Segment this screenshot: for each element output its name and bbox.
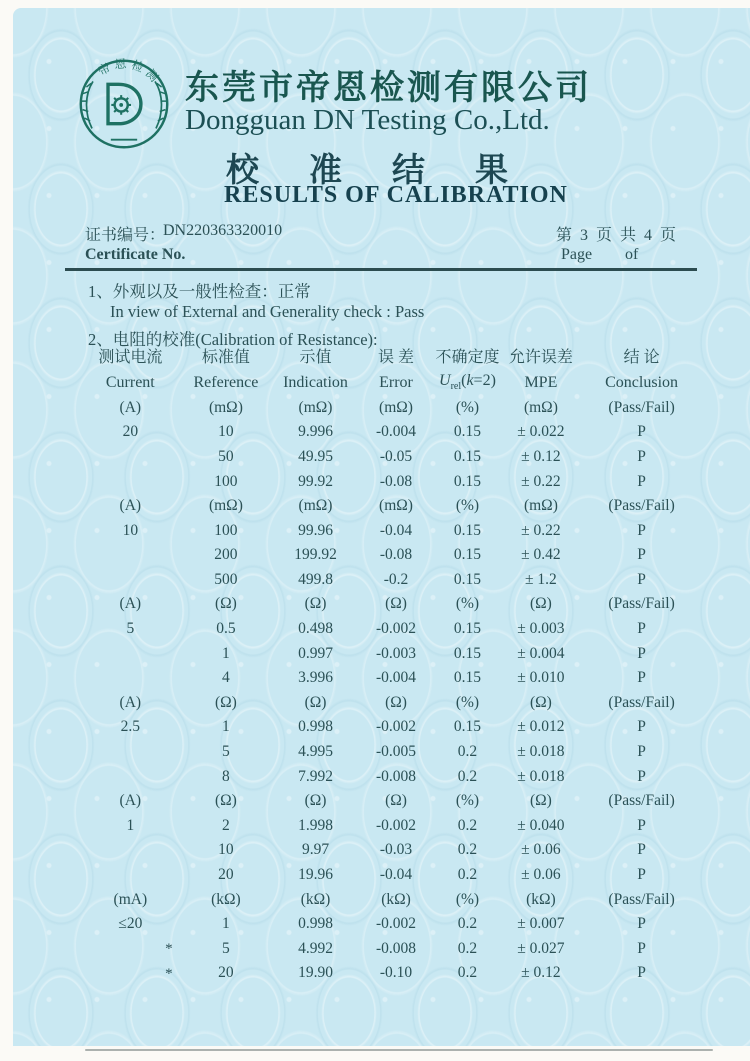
- cell-mpe: ± 0.22: [521, 472, 561, 490]
- table-units-row-1: [80, 395, 704, 420]
- cell-mpe: ± 0.040: [517, 816, 565, 834]
- page-indicator-cn: 第 3 页 共 4 页: [556, 227, 679, 244]
- company-seal-logo: [77, 57, 171, 151]
- scan-shadow-edge: [85, 1049, 713, 1051]
- company-name-en: Dongguan DN Testing Co.,Ltd.: [185, 104, 550, 136]
- unit-mpe: (Ω): [529, 595, 552, 613]
- cell-reference: 20: [218, 964, 234, 982]
- table-header-row-cn: [80, 346, 704, 371]
- seal-arc-text: 帝恩检测: [96, 57, 164, 88]
- unit-indication: (mΩ): [298, 398, 333, 416]
- header-cn-reference: 标准值: [201, 349, 250, 367]
- unit-current: (A): [119, 595, 142, 613]
- unit-mpe: (mΩ): [523, 497, 558, 515]
- cell-current: [80, 715, 181, 740]
- cell-error: -0.008: [375, 939, 417, 957]
- table-data-row-2-2: [80, 543, 704, 568]
- table-units-row-6: [80, 887, 704, 912]
- header-en-uncertainty: [432, 371, 502, 396]
- header-en-error: Error: [379, 373, 413, 391]
- header-en-conclusion: Conclusion: [605, 373, 679, 391]
- cell-current: [80, 567, 181, 592]
- unit-error: (mΩ): [379, 497, 413, 515]
- cell-indication: 199.92: [294, 546, 337, 564]
- cell-uncertainty: 0.15: [453, 447, 482, 465]
- current-value: 2.5: [120, 718, 140, 736]
- unit-reference: (kΩ): [211, 890, 241, 908]
- header-cn-current: 测试电流: [98, 349, 163, 367]
- table-data-row-1-3: [80, 469, 704, 494]
- unit-indication: (Ω): [304, 792, 327, 810]
- cell-mpe: ± 0.12: [521, 964, 561, 982]
- cell-current: [80, 543, 181, 568]
- cell-reference: 0.5: [216, 620, 236, 638]
- unit-conclusion: (Pass/Fail): [608, 890, 675, 908]
- header-en-current: Current: [105, 373, 155, 391]
- cell-conclusion: P: [637, 866, 646, 884]
- table-data-row-5-2: [80, 838, 704, 863]
- cell-indication: 0.998: [298, 718, 333, 736]
- unit-indication: (mΩ): [298, 497, 333, 515]
- unit-reference: (Ω): [215, 693, 237, 711]
- table-data-row-2-3: [80, 567, 704, 592]
- cell-uncertainty: 0.2: [457, 866, 478, 884]
- cell-error: -0.05: [379, 447, 413, 465]
- cell-conclusion: P: [637, 620, 646, 638]
- cell-error: -0.002: [375, 620, 417, 638]
- cell-conclusion: P: [637, 841, 646, 859]
- cell-indication: 4.995: [298, 743, 333, 761]
- cell-current: [80, 617, 181, 642]
- cell-error: -0.004: [375, 669, 417, 687]
- cell-conclusion: P: [637, 718, 646, 736]
- unit-uncertainty: (%): [455, 497, 480, 515]
- cell-uncertainty: 0.2: [457, 743, 478, 761]
- unit-error: (Ω): [385, 792, 407, 810]
- unit-mpe: (mΩ): [523, 398, 558, 416]
- header-cn-uncertainty: 不确定度: [435, 349, 500, 367]
- table-data-row-4-2: [80, 740, 704, 765]
- unit-mpe: (Ω): [529, 792, 552, 810]
- cell-error: -0.002: [375, 816, 417, 834]
- cell-mpe: ± 0.12: [521, 447, 561, 465]
- cell-conclusion: P: [637, 767, 646, 785]
- unit-uncertainty: (%): [455, 595, 480, 613]
- current-value: 20: [122, 423, 139, 441]
- certificate-no-label-en: Certificate No.: [85, 246, 186, 263]
- unit-error: (mΩ): [379, 398, 413, 416]
- cell-error: -0.2: [383, 570, 409, 588]
- header-cn-error: 误 差: [378, 349, 415, 367]
- cell-current: [80, 469, 181, 494]
- cell-error: -0.005: [375, 743, 417, 761]
- cell-conclusion: P: [637, 447, 646, 465]
- cell-error: -0.002: [375, 915, 417, 933]
- cell-mpe: ± 0.42: [521, 546, 561, 564]
- unit-current: (mA): [113, 890, 148, 908]
- cell-indication: 7.992: [298, 767, 333, 785]
- cell-current: [80, 666, 181, 691]
- cell-indication: 0.997: [298, 644, 333, 662]
- current-value: 1: [126, 816, 135, 834]
- cell-mpe: ± 0.004: [517, 644, 565, 662]
- cell-reference: 200: [214, 546, 238, 564]
- cell-current: [80, 961, 181, 986]
- cell-indication: 1.998: [298, 816, 333, 834]
- unit-current: (A): [119, 693, 142, 711]
- cell-reference: 20: [218, 866, 234, 884]
- table-data-row-1-1: [80, 420, 704, 445]
- cell-mpe: ± 0.06: [521, 841, 561, 859]
- page-label-en: Page: [561, 246, 593, 263]
- cell-uncertainty: 0.15: [453, 620, 482, 638]
- cell-reference: 1: [222, 644, 230, 662]
- cell-reference: 2: [222, 816, 230, 834]
- cell-uncertainty: 0.15: [453, 472, 482, 490]
- table-data-row-3-1: [80, 617, 704, 642]
- cell-conclusion: P: [637, 669, 646, 687]
- table-units-row-2: [80, 494, 704, 519]
- cell-conclusion: P: [637, 939, 646, 957]
- header-cn-mpe: 允许误差: [508, 349, 573, 367]
- table-data-row-6-2: [80, 936, 704, 961]
- current-value: ≤20: [118, 915, 143, 933]
- cell-current: [80, 420, 181, 445]
- table-units-row-5: [80, 789, 704, 814]
- header-cn-conclusion: 结 论: [623, 349, 660, 367]
- unit-conclusion: (Pass/Fail): [608, 693, 675, 711]
- cell-uncertainty: 0.15: [453, 669, 482, 687]
- cell-indication: 19.90: [298, 964, 333, 982]
- unit-reference: (Ω): [215, 792, 237, 810]
- cell-error: -0.004: [375, 423, 417, 441]
- cell-indication: 3.996: [298, 669, 333, 687]
- cell-mpe: ± 1.2: [525, 570, 557, 588]
- cell-reference: 100: [214, 472, 238, 490]
- asterisk-marker: *: [165, 941, 173, 958]
- cell-uncertainty: 0.15: [453, 423, 482, 441]
- item-external-check-en: In view of External and Generality check : Pass: [110, 302, 425, 321]
- cell-reference: 1: [222, 718, 230, 736]
- header-en-reference: Reference: [193, 373, 259, 391]
- table-data-row-3-2: [80, 641, 704, 666]
- cell-uncertainty: 0.15: [453, 644, 482, 662]
- cell-mpe: ± 0.003: [517, 620, 565, 638]
- unit-indication: (Ω): [304, 693, 327, 711]
- header-cn-indication: 示值: [299, 349, 332, 367]
- cell-conclusion: P: [637, 423, 646, 441]
- cell-uncertainty: 0.2: [457, 939, 478, 957]
- unit-reference: (mΩ): [208, 497, 243, 515]
- unit-current: (A): [119, 497, 142, 515]
- cell-error: -0.10: [379, 964, 413, 982]
- header-en-mpe: MPE: [524, 373, 558, 391]
- calibration-table-body: [80, 346, 704, 985]
- table-data-row-4-1: [80, 715, 704, 740]
- asterisk-marker: *: [165, 965, 173, 982]
- cell-reference: 1: [222, 915, 230, 933]
- cell-conclusion: P: [637, 521, 646, 539]
- cell-uncertainty: 0.15: [453, 521, 482, 539]
- table-data-row-6-1: [80, 912, 704, 937]
- cell-current: [80, 912, 181, 937]
- cell-error: -0.08: [379, 472, 413, 490]
- unit-conclusion: (Pass/Fail): [608, 398, 675, 416]
- table-units-row-4: [80, 690, 704, 715]
- cell-reference: 50: [218, 447, 234, 465]
- cell-indication: 0.998: [298, 915, 333, 933]
- unit-reference: (Ω): [215, 595, 237, 613]
- cell-conclusion: P: [637, 644, 646, 662]
- cell-mpe: ± 0.022: [517, 423, 565, 441]
- cell-indication: 9.996: [298, 423, 333, 441]
- cell-uncertainty: 0.2: [457, 816, 478, 834]
- cell-error: -0.04: [379, 521, 413, 539]
- cell-current: [80, 444, 181, 469]
- unit-error: (kΩ): [381, 890, 411, 908]
- table-data-row-6-3: [80, 961, 704, 986]
- cell-uncertainty: 0.2: [457, 915, 478, 933]
- cell-reference: 500: [214, 570, 238, 588]
- table-data-row-5-3: [80, 862, 704, 887]
- cell-current: [80, 813, 181, 838]
- cell-uncertainty: 0.2: [457, 767, 478, 785]
- unit-error: (Ω): [385, 595, 407, 613]
- cell-conclusion: P: [637, 570, 646, 588]
- cell-mpe: ± 0.027: [517, 939, 565, 957]
- table-header-row-en: [80, 371, 704, 396]
- cell-error: -0.08: [379, 546, 413, 564]
- cell-indication: 99.92: [298, 472, 333, 490]
- header-divider-rule: [65, 268, 697, 271]
- cell-conclusion: P: [637, 546, 646, 564]
- cell-reference: 10: [218, 423, 234, 441]
- unit-mpe: (kΩ): [526, 890, 556, 908]
- item-external-check-cn: 1、外观以及一般性检查：正常: [88, 282, 311, 301]
- cell-reference: 100: [214, 521, 238, 539]
- unit-indication: (kΩ): [300, 890, 331, 908]
- unit-conclusion: (Pass/Fail): [608, 792, 675, 810]
- cell-uncertainty: 0.2: [457, 841, 478, 859]
- cell-error: -0.002: [375, 718, 417, 736]
- cell-mpe: ± 0.007: [517, 915, 565, 933]
- cell-error: -0.003: [375, 644, 417, 662]
- cell-current: [80, 862, 181, 887]
- cell-error: -0.03: [379, 841, 413, 859]
- cell-uncertainty: 0.15: [453, 546, 482, 564]
- certificate-number: DN220363320010: [163, 222, 283, 239]
- current-value: 5: [126, 620, 135, 638]
- cell-conclusion: P: [637, 743, 646, 761]
- table-units-row-3: [80, 592, 704, 617]
- unit-conclusion: (Pass/Fail): [608, 497, 675, 515]
- document-title-en: RESULTS OF CALIBRATION: [224, 182, 568, 208]
- cell-mpe: ± 0.010: [517, 669, 565, 687]
- unit-uncertainty: (%): [455, 792, 480, 810]
- cell-indication: 19.96: [298, 866, 333, 884]
- document-title-cn: 校准结果: [226, 153, 558, 189]
- calibration-table: [80, 346, 704, 985]
- cell-reference: 4: [222, 669, 230, 687]
- cell-indication: 49.95: [298, 447, 333, 465]
- item-resistance-calibration-cn: 2、电阻的校准(Calibration of Resistance):: [88, 330, 378, 349]
- cell-mpe: ± 0.06: [521, 866, 561, 884]
- cell-conclusion: P: [637, 964, 646, 982]
- unit-indication: (Ω): [304, 595, 327, 613]
- table-data-row-5-1: [80, 813, 704, 838]
- unit-uncertainty: (%): [455, 398, 480, 416]
- cell-current: [80, 518, 181, 543]
- cell-reference: 8: [222, 767, 230, 785]
- unit-conclusion: (Pass/Fail): [608, 595, 675, 613]
- cell-mpe: ± 0.018: [517, 767, 565, 785]
- cell-error: -0.008: [375, 767, 417, 785]
- company-name-cn: 东莞市帝恩检测有限公司: [185, 70, 592, 107]
- page-of-label: of: [625, 246, 639, 263]
- current-value: 10: [122, 521, 139, 539]
- cell-current: [80, 764, 181, 789]
- uncertainty-formula: $U_{rel}(k=2)$: [439, 372, 496, 393]
- cell-uncertainty: 0.15: [453, 718, 482, 736]
- cell-uncertainty: 0.2: [457, 964, 478, 982]
- unit-uncertainty: (%): [455, 693, 480, 711]
- cell-indication: 0.498: [298, 620, 333, 638]
- table-data-row-1-2: [80, 444, 704, 469]
- cell-current: [80, 936, 181, 961]
- cell-reference: 5: [222, 743, 230, 761]
- unit-error: (Ω): [385, 693, 407, 711]
- table-data-row-3-3: [80, 666, 704, 691]
- cell-error: -0.04: [379, 866, 413, 884]
- header-en-indication: Indication: [283, 373, 348, 391]
- unit-current: (A): [119, 398, 142, 416]
- cell-conclusion: P: [637, 472, 646, 490]
- certificate-paper: [13, 8, 750, 1046]
- unit-uncertainty: (%): [455, 890, 480, 908]
- cell-indication: 499.8: [298, 570, 333, 588]
- table-data-row-2-1: [80, 518, 704, 543]
- unit-mpe: (Ω): [529, 693, 552, 711]
- cell-current: [80, 740, 181, 765]
- certificate-no-label-cn: 证书编号：: [85, 227, 166, 244]
- cell-reference: 5: [222, 939, 230, 957]
- cell-mpe: ± 0.22: [521, 521, 561, 539]
- cell-current: [80, 641, 181, 666]
- table-data-row-4-3: [80, 764, 704, 789]
- cell-reference: 10: [218, 841, 234, 859]
- cell-indication: 99.96: [298, 521, 333, 539]
- cell-uncertainty: 0.15: [453, 570, 482, 588]
- unit-reference: (mΩ): [208, 398, 243, 416]
- cell-conclusion: P: [637, 915, 646, 933]
- cell-current: [80, 838, 181, 863]
- cell-conclusion: P: [637, 816, 646, 834]
- cell-mpe: ± 0.012: [517, 718, 565, 736]
- cell-mpe: ± 0.018: [517, 743, 565, 761]
- unit-current: (A): [119, 792, 142, 810]
- cell-indication: 9.97: [301, 841, 330, 859]
- cell-indication: 4.992: [298, 939, 333, 957]
